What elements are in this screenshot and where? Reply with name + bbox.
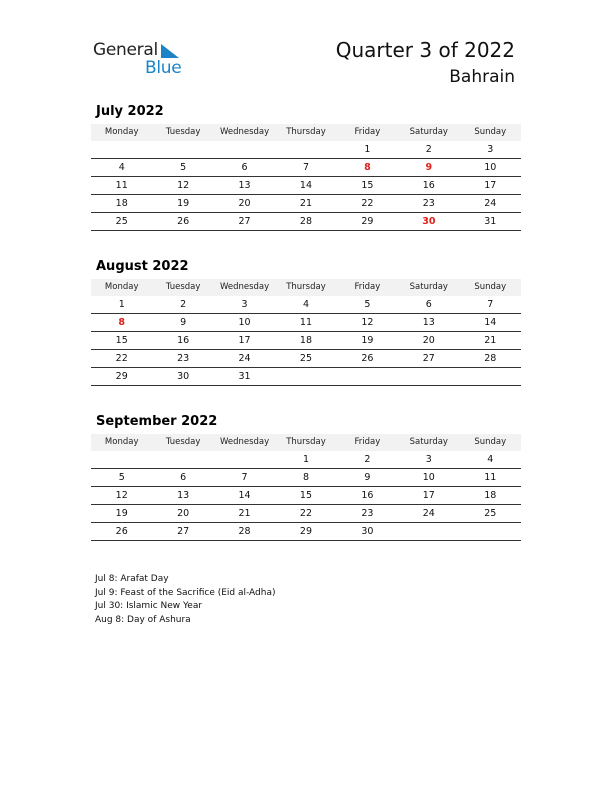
month-title: September 2022: [96, 414, 218, 429]
weekday-label: Saturday: [409, 437, 448, 447]
day-cell: 2: [364, 454, 371, 465]
day-cell: 13: [238, 180, 251, 191]
day-cell: 1: [364, 144, 371, 155]
month-calendar: [91, 103, 521, 231]
month-calendar: [91, 413, 521, 541]
day-cell: 22: [115, 353, 128, 364]
day-cell: 25: [484, 508, 497, 519]
day-cell: 10: [484, 162, 497, 173]
day-cell: 30: [361, 526, 374, 537]
holiday-notes: [95, 573, 276, 627]
day-cell: 4: [118, 162, 125, 173]
day-cell: 28: [299, 216, 313, 227]
weekday-label: Saturday: [409, 127, 448, 137]
day-cell: [214, 451, 275, 468]
week-row: [91, 177, 521, 195]
day-cell: 28: [484, 353, 497, 364]
day-cell: 24: [484, 198, 497, 209]
day-cell: 17: [422, 490, 435, 501]
day-cell: 26: [115, 526, 128, 537]
day-cell: 10: [238, 317, 251, 328]
month-title: July 2022: [96, 104, 164, 119]
day-cell: [460, 368, 521, 385]
day-cell: 7: [302, 162, 309, 173]
day-cell: 16: [422, 180, 435, 191]
weekday-label: Thursday: [286, 282, 326, 292]
day-cell: 5: [364, 299, 371, 310]
weekday-label: Thursday: [286, 127, 326, 137]
weekday-label: Friday: [354, 437, 381, 447]
month-title: August 2022: [96, 259, 189, 274]
day-cell: 3: [425, 454, 432, 465]
day-cell: 4: [302, 299, 309, 310]
weekday-label: Sunday: [474, 437, 507, 447]
day-cell: 29: [361, 216, 374, 227]
day-cell: 2: [425, 144, 432, 155]
day-cell: 27: [422, 353, 435, 364]
holiday-note: Aug 8: Day of Ashura: [95, 614, 191, 625]
weekday-label: Wednesday: [219, 127, 270, 137]
brand-logo: [93, 40, 193, 80]
day-cell: 3: [487, 144, 494, 155]
day-cell: 15: [115, 335, 128, 346]
day-cell: 11: [299, 317, 313, 328]
week-row: [91, 505, 521, 523]
day-cell: 9: [180, 317, 187, 328]
week-row: [91, 213, 521, 231]
day-cell: 7: [487, 299, 494, 310]
day-cell: 5: [118, 472, 125, 483]
holiday-day-cell: 8: [118, 317, 126, 328]
day-cell: 13: [422, 317, 435, 328]
day-cell: 6: [241, 162, 248, 173]
day-cell: 23: [361, 508, 374, 519]
day-cell: 19: [177, 198, 190, 209]
flag-icon: [161, 44, 181, 60]
day-cell: [91, 451, 152, 468]
week-row: [91, 523, 521, 541]
day-cell: 25: [299, 353, 313, 364]
week-row: [91, 159, 521, 177]
day-cell: 27: [177, 526, 190, 537]
day-cell: 2: [180, 299, 187, 310]
weekday-label: Thursday: [286, 437, 326, 447]
day-cell: 22: [361, 198, 374, 209]
day-cell: [275, 141, 336, 158]
holiday-note: Jul 9: Feast of the Sacrifice (Eid al-Adha): [95, 587, 276, 598]
day-cell: 18: [484, 490, 497, 501]
day-cell: 24: [422, 508, 435, 519]
weekday-header-row: [91, 124, 521, 141]
day-cell: [214, 141, 275, 158]
day-cell: 15: [361, 180, 374, 191]
day-cell: 14: [484, 317, 497, 328]
week-row: [91, 451, 521, 469]
day-cell: 13: [177, 490, 190, 501]
day-cell: 10: [422, 472, 435, 483]
weekday-label: Sunday: [474, 282, 507, 292]
day-cell: [460, 523, 521, 540]
day-cell: 28: [238, 526, 251, 537]
day-cell: 20: [177, 508, 190, 519]
day-cell: 14: [238, 490, 251, 501]
weekday-label: Sunday: [474, 127, 507, 137]
day-cell: 15: [299, 490, 313, 501]
weekday-label: Friday: [354, 282, 381, 292]
day-cell: 26: [361, 353, 374, 364]
day-cell: [398, 523, 459, 540]
weekday-label: Tuesday: [165, 127, 201, 137]
weekday-label: Saturday: [409, 282, 448, 292]
day-cell: 21: [299, 198, 313, 209]
holiday-day-cell: 8: [364, 162, 371, 173]
day-cell: 18: [115, 198, 128, 209]
brand-name-blue: Blue: [145, 58, 182, 78]
day-cell: 19: [115, 508, 128, 519]
week-row: [91, 296, 521, 314]
weekday-header-row: [91, 279, 521, 296]
week-row: [91, 469, 521, 487]
day-cell: 24: [238, 353, 251, 364]
day-cell: 14: [299, 180, 313, 191]
week-row: [91, 350, 521, 368]
holiday-day-cell: 9: [425, 162, 433, 173]
day-cell: [275, 368, 336, 385]
weekday-label: Wednesday: [219, 282, 270, 292]
day-cell: 11: [115, 180, 128, 191]
day-cell: 8: [302, 472, 309, 483]
day-cell: 26: [177, 216, 190, 227]
day-cell: 19: [361, 335, 374, 346]
day-cell: 17: [238, 335, 251, 346]
day-cell: [152, 141, 213, 158]
day-cell: 31: [238, 371, 251, 382]
week-row: [91, 332, 521, 350]
day-cell: 12: [115, 490, 128, 501]
day-cell: [337, 368, 398, 385]
week-row: [91, 368, 521, 386]
day-cell: 4: [487, 454, 494, 465]
day-cell: 20: [422, 335, 435, 346]
day-cell: 18: [299, 335, 313, 346]
weekday-label: Wednesday: [219, 437, 270, 447]
page-title: Quarter 3 of 2022: [335, 38, 515, 62]
week-row: [91, 487, 521, 505]
day-cell: 31: [484, 216, 497, 227]
day-cell: 16: [361, 490, 374, 501]
holiday-day-cell: 30: [422, 216, 436, 227]
holiday-note: Jul 8: Arafat Day: [95, 574, 169, 584]
day-cell: [398, 368, 459, 385]
weekday-header-row: [91, 434, 521, 451]
day-cell: 27: [238, 216, 251, 227]
day-cell: 1: [118, 299, 125, 310]
month-calendar: [91, 258, 521, 386]
day-cell: 25: [115, 216, 128, 227]
weekday-label: Tuesday: [165, 437, 201, 447]
weekday-label: Tuesday: [165, 282, 201, 292]
day-cell: 6: [180, 472, 187, 483]
day-cell: [152, 451, 213, 468]
day-cell: 20: [238, 198, 251, 209]
holiday-note: Jul 30: Islamic New Year: [95, 601, 203, 611]
country-subtitle: Bahrain: [449, 67, 515, 87]
weekday-label: Monday: [104, 437, 139, 447]
day-cell: 21: [238, 508, 251, 519]
week-row: [91, 314, 521, 332]
day-cell: 23: [422, 198, 435, 209]
day-cell: 3: [241, 299, 248, 310]
day-cell: 16: [177, 335, 190, 346]
day-cell: 12: [361, 317, 374, 328]
day-cell: 21: [484, 335, 497, 346]
day-cell: 22: [299, 508, 313, 519]
week-row: [91, 195, 521, 213]
weekday-label: Monday: [104, 127, 139, 137]
day-cell: 12: [177, 180, 190, 191]
day-cell: 1: [302, 454, 309, 465]
day-cell: 7: [241, 472, 248, 483]
day-cell: 23: [177, 353, 190, 364]
day-cell: 6: [425, 299, 432, 310]
day-cell: 29: [299, 526, 313, 537]
weekday-label: Monday: [104, 282, 139, 292]
day-cell: 29: [115, 371, 128, 382]
day-cell: 11: [484, 472, 497, 483]
week-row: [91, 141, 521, 159]
day-cell: 17: [484, 180, 497, 191]
day-cell: 30: [177, 371, 190, 382]
brand-name-general: General: [93, 40, 158, 60]
day-cell: 9: [364, 472, 371, 483]
day-cell: [91, 141, 152, 158]
weekday-label: Friday: [354, 127, 381, 137]
day-cell: 5: [180, 162, 187, 173]
